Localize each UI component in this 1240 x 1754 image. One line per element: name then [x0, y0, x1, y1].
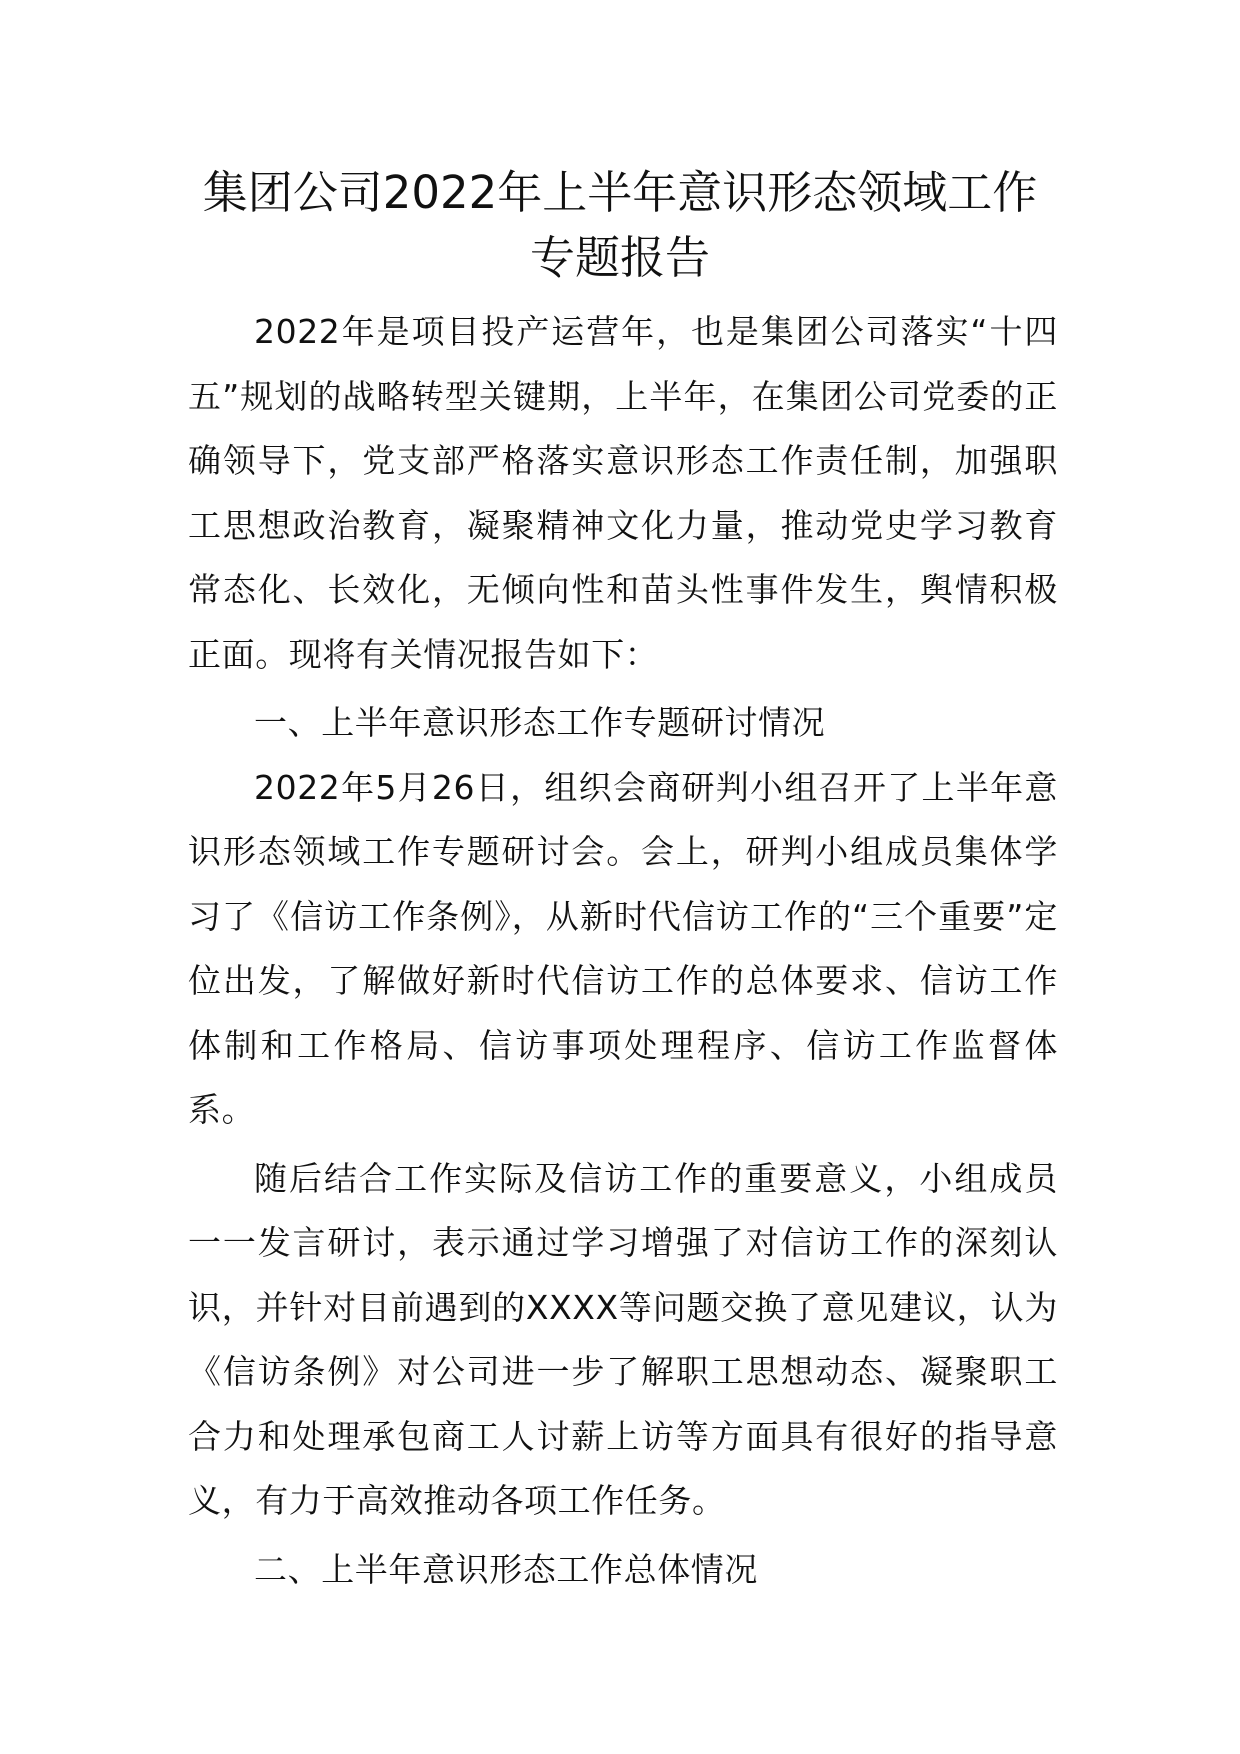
section-heading-1: 一、上半年意识形态工作专题研讨情况 [254, 703, 826, 742]
section-heading-2: 二、上半年意识形态工作总体情况 [254, 1549, 758, 1589]
document-title [170, 160, 1070, 290]
document-body [188, 300, 1058, 1602]
paragraph-seminar: 2022年5月26日，组织会商研判小组召开了上半年意识形态领域工作专题研讨会。会上，研判小组成员集体学习了《信访工作条例》，从新时代信访工作的“三个重要”定位出发，了解做好新时代信访工作的总体要求、信访工作体制和工作格局、信访事项处理程序、信访工作监督体系。 [188, 767, 1058, 1129]
paragraph-intro: 2022年是项目投产运营年，也是集团公司落实“十四五”规划的战略转型关键期，上半年，在集团公司党委的正确领导下，党支部严格落实意识形态工作责任制，加强职工思想政治教育，凝聚精神文化力量，推动党史学习教育常态化、长效化，无倾向性和苗头性事件发生，舆情积极正面。现将有关情况报告如下： [188, 312, 1058, 674]
title-line-2: 专题报告 [529, 231, 710, 284]
paragraph-discussion: 随后结合工作实际及信访工作的重要意义，小组成员一一发言研讨，表示通过学习增强了对信访工作的深刻认识，并针对目前遇到的XXXX等问题交换了意见建议，认为《信访条例》对公司进一步了解职工思想动态、凝聚职工合力和处理承包商工人讨薪上访等方面具有很好的指导意义，有力于高效推动各项工作任务。 [188, 1158, 1058, 1520]
title-line-1: 集团公司2022年上半年意识形态领域工作 [202, 166, 1038, 219]
